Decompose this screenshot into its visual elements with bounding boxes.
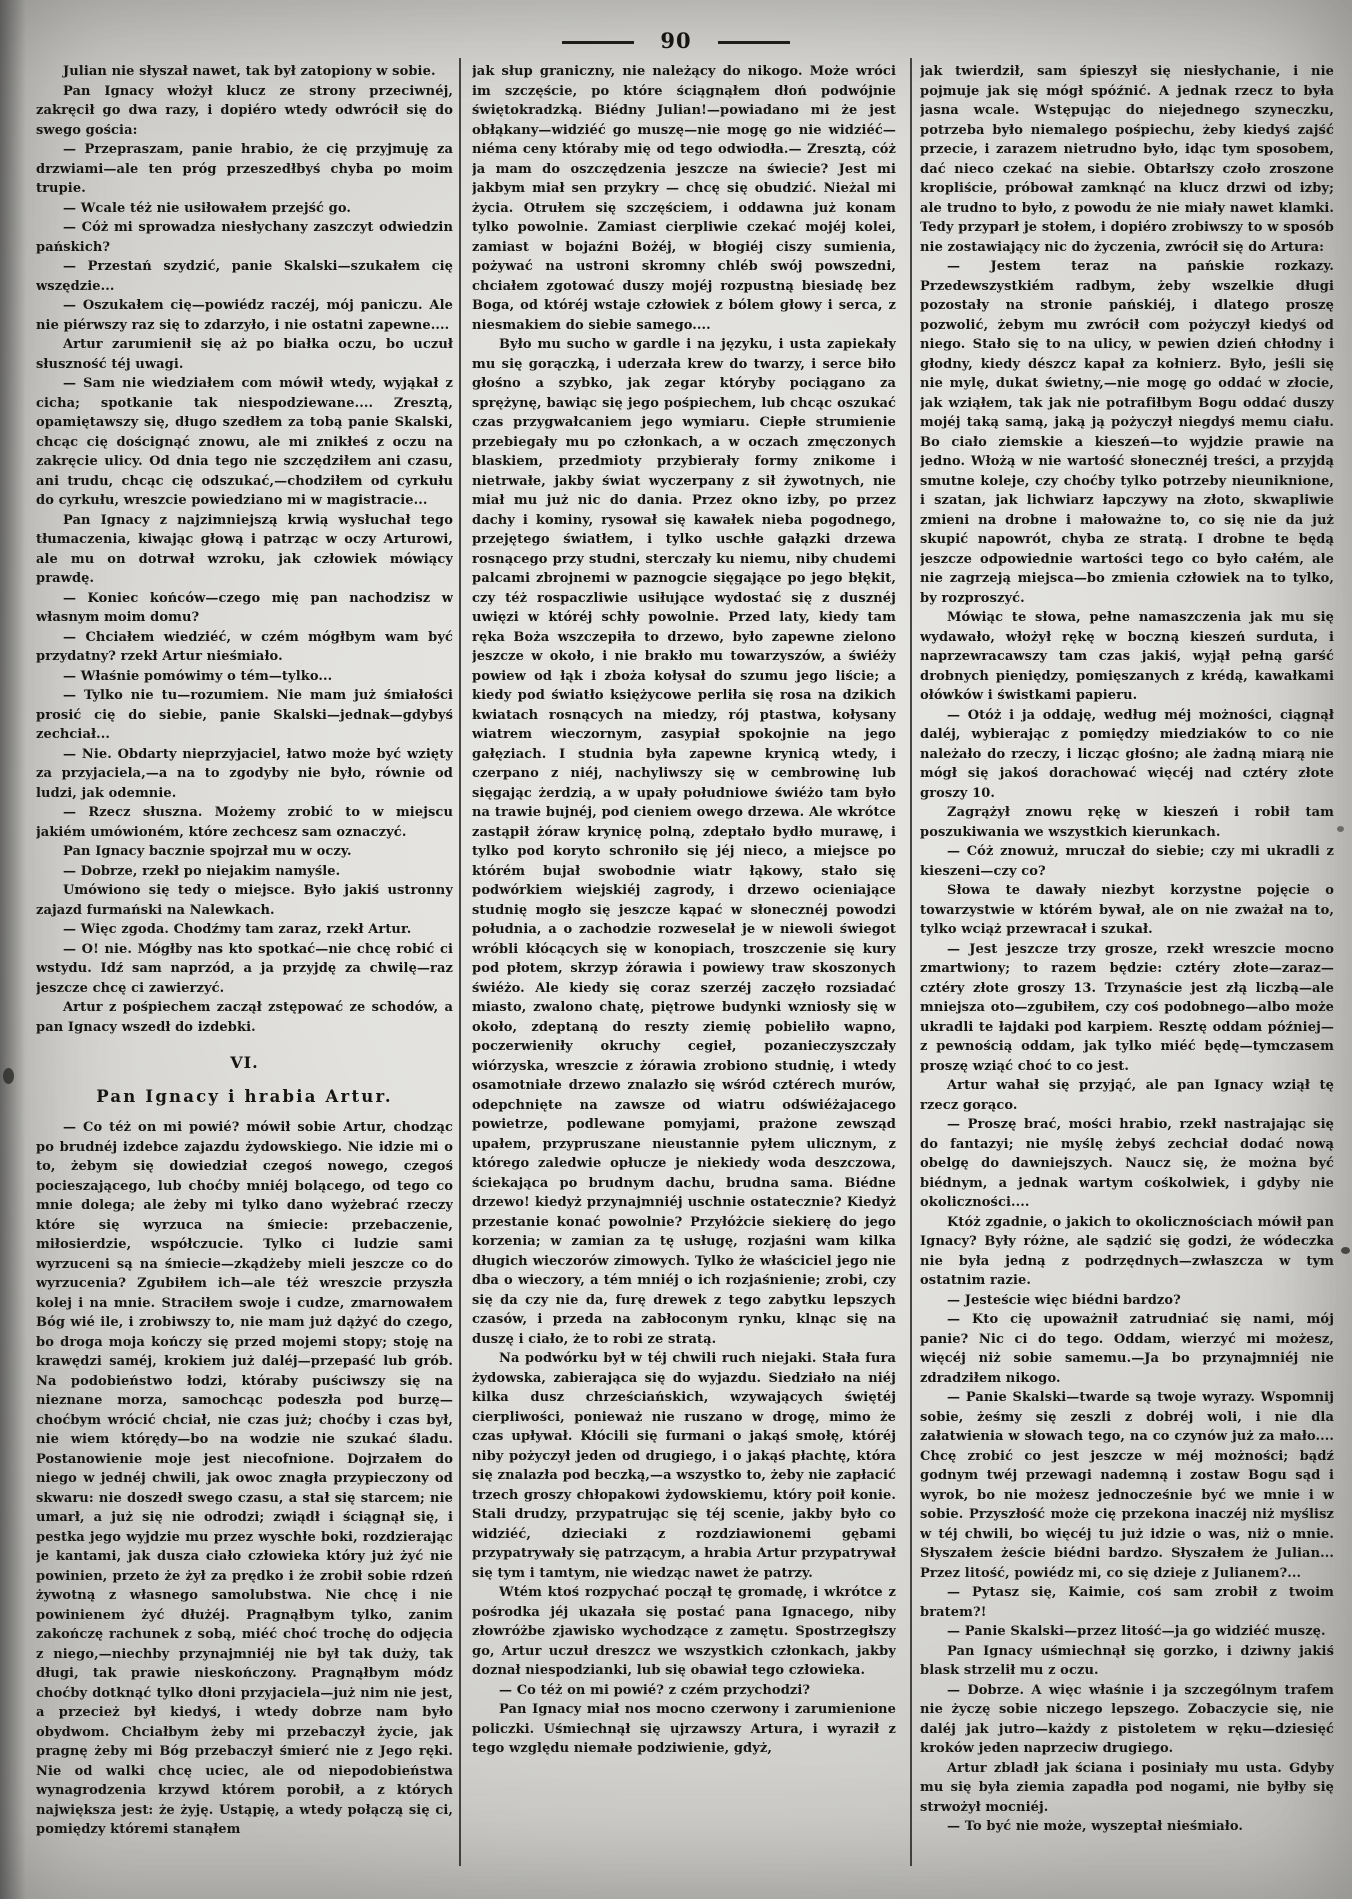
paragraph: Wtém ktoś rozpychać począł tę gromadę, i wkrótce z pośrodka jéj ukazała się postać pana Ignacego, niby złowróżbe zjawisko wychodzące z zamętu. Spostrzegłszy go, Artur uczuł dreszcz we wszystkich członkach, jakby doznał niespodzianki, lub się obawiał tego człowieka. bbox=[472, 1585, 896, 1678]
text-column-1 bbox=[36, 62, 453, 1874]
page-header bbox=[0, 28, 1352, 53]
paragraph: — Kto cię upoważnił zatrudniać się nami, mój panie? Nic ci do tego. Oddam, wierzyć mi możesz, więcéj niż sobie samemu.—Ja bo przynajmniéj nie zdradziłem nikogo. bbox=[920, 1312, 1334, 1386]
paragraph: — Co téż on mi powié? mówił sobie Artur, chodząc po brudnéj izdebce zajazdu żydowskiego. Nie idzie mi o to, żebym się dowiedział czegoś nowego, czegoś pocieszającego, lub choćby mniéj bolącego, od tego co mnie dolega; ale żeby mi tylko dano wyżebrać rzeczy które się wyrzuca na śmiecie: przebaczenie, miłosierdzie, współczucie. Tylko ci ludzie sami wyrzuceni są na śmiecie—zkądżeby mieli jeszcze co do wyrzucenia? Zgubiłem ich—ale téż wreszcie przyszła kolej i na mnie. Straciłem swoje i cudze, zmarnowałem Bóg wié ile, i zrobiwszy to, nie mam już dążyć do czego, bo droga moja kończy się przed mojemi stopy; stoję na krawędzi saméj, krokiem już daléj—przepaść lub grób. Na podobieństwo łodzi, któraby puściwszy się na nieznane morza, samochcąc podeszła pod burzę—choćbym wrócić chciał, nie czas już; choćby i czas był, nie wiem którędy—bo na wodzie nie szukać śladu. Postanowienie moje jest niecofnione. Dojrzałem do niego w jednéj chwili, jak owoc znagła przypieczony od skwaru: nie doszedł swego czasu, a stał się starcem; nie umarł, a już się nie odrodzi; zwiądł i ściągnął się, i pestka jego wyjdzie mu przez wyschłe boki, rozdzierając je kantami, jak dusza ciało człowieka który już żyć nie powinien, przeto że żył za prędko i że zrobił sobie rdzeń żywotną z własnego samolubstwa. Nie chcę i nie powinienem żyć dłużéj. Pragnąłbym tylko, zanim zakończę rachunek z sobą, miéć choć trochę do odjęcia z niego,—niechby przynajmniéj nie był tak duży, tak długi, tak prawie nieskończony. Pragnąłbym módz choćby dotknąć tylko dłoni przyjaciela—już nim nie jest, a przecież był kiedyś, i wtedy dobrze nam było obydwom. Chciałbym żeby mi przebaczył życie, jak pragnę żeby mi Bóg przebaczył śmierć nie z Jego ręki. Nie od walki chcę uciec, ale od niepodobieństwa wynagrodzenia krzywd którem porobił, a z których największa jest: że żyję. Ustąpię, a wtedy połączą się ci, pomiędzy któremi stanąłem bbox=[36, 1120, 453, 1837]
paragraph: Artur zbladł jak ściana i posiniały mu usta. Gdyby mu się była ziemia zapadła pod nogami, nie byłby się strwożył mocniéj. bbox=[920, 1760, 1334, 1815]
paragraph: — Dobrze. A więc właśnie i ja szczególnym trafem nie życzę sobie niczego lepszego. Zobaczycie się, nie daléj jak jutro—każdy z pistoletem w ręku—dziesięć kroków jeden naprzeciw drugiego. bbox=[920, 1682, 1334, 1756]
paragraph: Artur zarumienił się aż po białka oczu, bo uczuł słuszność téj uwagi. bbox=[36, 337, 453, 372]
paragraph: — Rzecz słuszna. Możemy zrobić to w miejscu jakiém umówioném, które zechcesz sam oznaczyć. bbox=[36, 805, 453, 840]
text-column-2 bbox=[472, 62, 896, 1874]
paragraph: Pan Ignacy miał nos mocno czerwony i zarumienione policzki. Uśmiechnął się ujrzawszy Artura, i wyraził z tego względu niemałe podziwienie, gdyż, bbox=[472, 1702, 896, 1756]
page-number: 90 bbox=[660, 28, 692, 53]
paragraph: Pan Ignacy z najzimniejszą krwią wysłuchał tego tłumaczenia, kiwając głową i patrząc w oczy Arturowi, ale mu on dotrwał wzroku, jak człowiek mówiący prawdę. bbox=[36, 512, 453, 586]
page-edge-shadow bbox=[0, 0, 26, 1899]
ink-speck bbox=[1337, 826, 1344, 832]
header-dash-left bbox=[562, 41, 634, 44]
paragraph: Julian nie słyszał nawet, tak był zatopiony w sobie. bbox=[63, 64, 436, 79]
column-divider-rule bbox=[910, 58, 912, 1866]
paragraph: — Oszukałem cię—powiédz raczéj, mój paniczu. Ale nie piérwszy raz się to zdarzyło, i nie ostatni zapewne.... bbox=[36, 298, 453, 333]
paragraph: — Sam nie wiedziałem com mówił wtedy, wyjąkał z cicha; spotkanie tak niespodziewane.... Zresztą, opamiętawszy się, długo szedłem za tobą panie Skalski, chcąc cię doścignąć znowu, ale mi znikłeś z oczu na zakręcie ulicy. Od dnia tego nie szczędziłem ani czasu, ani trudu, chcąc cię odszukać,—chodziłem od cyrkułu do cyrkułu, wreszcie powiedziano mi w magistracie... bbox=[36, 376, 453, 508]
paragraph: — Panie Skalski—przez litość—ja go widziéć muszę. bbox=[947, 1624, 1326, 1639]
paragraph: — Nie. Obdarty nieprzyjaciel, łatwo może być wzięty za przyjaciela,—a na to zgodyby nie było, równie od ludzi, jak odemnie. bbox=[36, 746, 453, 801]
paragraph: — Cóż znowuż, mruczał do siebie; czy mi ukradli z kieszeni—czy co? bbox=[920, 844, 1334, 879]
paragraph: — Dobrze, rzekł po niejakim namyśle. bbox=[63, 863, 341, 879]
paragraph: — Jest jeszcze trzy grosze, rzekł wreszcie mocno zmartwiony; to razem będzie: cztéry złote—zaraz—cztéry złote groszy 13. Trzynaście jest złą liczbą—ale mniejsza oto—zgubiłem, czy coś podobnego—albo może ukradli te łajdaki pod karpiem. Resztę oddam później—z pewnością oddam, jak tylko miéć będę—tymczasem proszę wziąć choć to co jest. bbox=[920, 941, 1334, 1074]
chapter-heading bbox=[36, 1053, 453, 1106]
paragraph: Artur z pośpiechem zaczął zstępować ze schodów, a pan Ignacy wszedł do izdebki. bbox=[36, 1000, 453, 1035]
paragraph: Któż zgadnie, o jakich to okolicznościach mówił pan Ignacy? Były różne, ale sądzić się godzi, że wódeczka nie była jedną z podrzędnych—zwłaszcza w tym ostatnim razie. bbox=[920, 1214, 1334, 1288]
paragraph: — Więc zgoda. Chodźmy tam zaraz, rzekł Artur. bbox=[63, 922, 412, 937]
paragraph: Zagrążył znowu rękę w kieszeń i robił tam poszukiwania we wszystkich kierunkach. bbox=[920, 805, 1334, 840]
paragraph: Umówiono się tedy o miejsce. Było jakiś ustronny zajazd furmański na Nalewkach. bbox=[36, 883, 453, 918]
ink-speck bbox=[3, 1068, 14, 1084]
paragraph: — Chciałem wiedziéć, w czém mógłbym wam być przydatny? rzekł Artur nieśmiało. bbox=[36, 629, 453, 664]
paragraph: — Panie Skalski—twarde są twoje wyrazy. Wspomnij sobie, żeśmy się zeszli z dobréj woli, i nie dla załatwienia w słowach tego, na co czynów już za mało.... Chcę zrobić co jest jeszcze w méj możności; bądź godnym twéj przewagi nademną i zostaw Bogu sąd i wyrok, bo nie możesz jednocześnie być we mnie i w sobie. Przyszłość może cię przekona inaczéj niż myślisz w téj chwili, bo więcéj tu już idzie o was, niż o mnie. Słyszałem żeście biédni bardzo. Słyszałem że Julian... Przez litość, powiédz mi, co się dzieje z Julianem?... bbox=[920, 1390, 1334, 1581]
paragraph: — Pytasz się, Kaimie, coś sam zrobił z twoim bratem?! bbox=[920, 1585, 1334, 1620]
column-1-bottom-paragraphs bbox=[36, 1118, 453, 1840]
paragraph: Pan Ignacy bacznie spojrzał mu w oczy. bbox=[63, 844, 352, 859]
paragraph: — Właśnie pomówimy o tém—tylko... bbox=[63, 668, 333, 684]
paragraph: — Przestań szydzić, panie Skalski—szukałem cię wszędzie... bbox=[36, 259, 453, 294]
paragraph: — Jesteście więc biédni bardzo? bbox=[947, 1292, 1181, 1308]
ink-speck bbox=[1341, 1247, 1350, 1254]
paragraph: jak słup graniczny, nie należący do nikogo. Może wróci im szczęście, po które ściągnąłem dłoń podwójnie świętokradzką. Biédny Julian!—powiadano mi że jest obłąkany—widziéć go muszę—nie mogę go nie widziéć—niéma ceny któraby mię od tego odwiodła.— Zresztą, cóż ja mam do oszczędzenia jeszcze na świecie? Jest mi jakbym miał sen przykry — chcę się obudzić. Nieżal mi życia. Otrułem się szczęściem, i oddawna już konam tylko powolnie. Zamiast cierpliwie czekać mojéj kolei, zamiast w bojaźni Bożéj, w błogiéj ciszy sumienia, pożywać na ustroni skromny chléb swój powszedni, chciałem zgotować duszy mojéj rozpustną biesiadę bez Boga, od któréj wstaje człowiek z bólem głowy i serca, z niesmakiem do siebie samego.... bbox=[472, 64, 896, 333]
column-divider-rule bbox=[459, 58, 461, 1866]
header-dash-right bbox=[718, 41, 790, 44]
paragraph: — Proszę brać, mości hrabio, rzekł nastrajając się do fantazyi; nie myślę żebyś zechciał dodać nową obelgę do dawniejszych. Naucz się, że można być biédnym, a jednak wartym cośkolwiek, i gdyby nie okoliczności.... bbox=[920, 1117, 1334, 1210]
paragraph: — Koniec końców—czego mię pan nachodzisz w własnym moim domu? bbox=[36, 590, 453, 625]
paragraph: — Przepraszam, panie hrabio, że cię przyjmuję za drzwiami—ale ten próg przeszedłbyś chyba po moim trupie. bbox=[36, 142, 453, 196]
paragraph: — O! nie. Mógłby nas kto spotkać—nie chcę robić ci wstydu. Idź sam naprzód, a ja przyjdę za chwilę—raz jeszcze chcę ci zawierzyć. bbox=[36, 941, 453, 996]
paragraph: — Wcale téż nie usiłowałem przejść go. bbox=[63, 200, 352, 216]
paragraph: Mówiąc te słowa, pełne namaszczenia jak mu się wydawało, włożył rękę w boczną kieszeń surduta, i naprzewracawszy tam czas jakiś, wyjął pełną garść drobnych pieniędzy, pomięszanych z krédą, kawałkami ołówków i świstkami papieru. bbox=[920, 610, 1334, 703]
paragraph: — Co téż on mi powié? z czém przychodzi? bbox=[499, 1682, 811, 1698]
paragraph: Artur wahał się przyjąć, ale pan Ignacy wziął tę rzecz gorąco. bbox=[920, 1078, 1334, 1113]
paragraph: Słowa te dawały niezbyt korzystne pojęcie o towarzystwie w którém bywał, ale on nie zważał na to, tylko wciąż przewracał i szukał. bbox=[920, 883, 1334, 937]
paragraph: Pan Ignacy włożył klucz ze strony przeciwnéj, zakręcił go dwa razy, i dopiéro wtedy odwrócił się do swego gościa: bbox=[36, 83, 453, 138]
paragraph: Na podwórku był w téj chwili ruch niejaki. Stała fura żydowska, zabierająca się do wyjazdu. Siedziało na niéj kilka dusz chrześciańskich, wzywających świętéj cierpliwości, ponieważ nie ruszano w drogę, mimo że czas upływał. Kłócili się furmani o jakąś smołę, któréj niby pożyczył jeden od drugiego, i o jakąś płachtę, która się znalazła pod beczką,—a wszystko to, żeby nie zapłacić trzech groszy chłopakowi żydowskiemu, który poił konie. Stali drudzy, przypatrując się téj scenie, jakby było co widziéć, dzieciaki z rozdziawionemi gębami przypatrywały się patrzącym, a hrabia Artur przypatrywał się tym i tamtym, nie wiedząc nawet że patrzy. bbox=[472, 1351, 896, 1581]
paragraph: — To być nie może, wyszeptał nieśmiało. bbox=[947, 1819, 1244, 1834]
paragraph: jak twierdził, sam śpieszył się niesłychanie, i nie pojmuje jak się mógł spóźnić. A jednak rzecz to była jasna wcale. Wstępując do niejednego szyneczku, potrzeba było niemalego pośpiechu, żeby kiedyś zajść przecie, i zarazem nietrudno było, idąc tym sposobem, dać nieco czekać na siebie. Obtarłszy czoło zroszone kropliście, próbował zamknąć na klucz drzwi od izby; ale trudno to było, z powodu że nie miały nawet klamki. Tedy przyparł je stołem, i dopiéro zrobiwszy to w sposób nie zostawiający nic do życzenia, zwrócił się do Artura: bbox=[920, 64, 1334, 255]
paragraph: Pan Ignacy uśmiechnął się gorzko, i dziwny jakiś blask strzelił mu z oczu. bbox=[920, 1643, 1334, 1678]
paragraph: — Jestem teraz na pańskie rozkazy. Przedewszystkiém radbym, żeby wszelkie długi pozostały na stronie pańskiéj, i dlatego proszę pozwolić, żebym mu zwrócił com pożyczył kiedyś od niego. Stało się to na ulicy, w pewien dzień chłodny i głodny, kiedy dészcz kapał za kołnierz. Było, jeśli się nie mylę, dukat świetny,—nie mogę go oddać w złocie, jak wziąłem, tak jak nie potrafiłbym Bogu oddać duszy mojéj taką samą, jaką ją pożyczył niegdyś memu ciału. Bo ciało ziemskie a kieszeń—to wyjdzie prawie na jedno. Włożą w nie wartość słonecznéj treści, a przyjdą smutne koleje, czy choćby tylko potrzeby nieuniknione, i szatan, jak lichwiarz łapczywy na złoto, skwapliwie zmieni na drobne i małoważne to, co się nie da już skupić napowrót, chyba ze stratą. I drobne te będą jeszcze odpowiednie wartości tego co było całém, ale nie zagrzeją miejsca—bo zmienia człowiek na to tylko, by rozproszyć. bbox=[920, 259, 1334, 606]
text-column-3 bbox=[920, 62, 1334, 1874]
paragraph: — Tylko nie tu—rozumiem. Nie mam już śmiałości prosić cię do siebie, panie Skalski—jednak—gdybyś zechciał... bbox=[36, 688, 453, 742]
chapter-numeral: VI. bbox=[230, 1053, 259, 1072]
chapter-title: Pan Ignacy i hrabia Artur. bbox=[96, 1086, 393, 1106]
column-1-top-paragraphs bbox=[36, 62, 453, 1037]
paragraph: Było mu sucho w gardle i na języku, i usta zapiekały mu się gorączką, i uderzała krew do twarzy, i serce biło głośno a szybko, jak zegar któryby pociągano za sprężynę, bawiąc się jego pośpiechem, lub chcąc oszukać czas przygwałcaniem jego wymiaru. Ciepłe strumienie przebiegały mu po członkach, a w oczach zmęczonych blaskiem, przedmioty przybierały formy znikome i nietrwałe, jakby świat wyczerpany z sił żywotnych, nie miał mu już nic do dania. Przez okno izby, po przez dachy i kominy, rysował się kawałek nieba pogodnego, przejętego światłem, i tylko uschłe gałązki drzewa rosnącego przy studni, sterczały ku niemu, niby chudemi palcami zbrojnemi w paznogcie sięgające po jego błękit, czy téż rospaczliwie usiłujące wydostać się z dusznéj uwięzi w któréj schły powolnie. Przed laty, kiedy tam ręka Boża wszczepiła to drzewo, było zapewne zielono jeszcze w około, i nie brakło mu towarzyszów, a świéży powiew od łąk i zboża kołysał do szumu jego liście; a kiedy pod światło księżycowe perliła się rosa na dzikich kwiatach rosnących na miedzy, rój ptastwa, kołysany wiatrem wieczornym, zasypiał spokojnie na jego gałęziach. I studnia była zapewne krynicą wtedy, i czerpano z niéj, nachyliwszy się w cembrowinę lub sięgając żerdzią, a w upały południowe świéżo tam było na trawie bujnéj, pod cieniem owego drzewa. Ale wkrótce zastąpił żóraw krynicę polną, zdeptało bydło murawę, i tylko pod koryto schroniło się jéj nieco, a miejsce po którém bujał swobodnie wiatr łąkowy, stało się podwórkiem wiejskiéj zagrody, i drzewo ocieniające studnię mogło się jeszcze kąpać w słonecznéj powodzi południa, a o zachodzie rozweselał je w niewoli świegot wróbli kłócących się w konopiach, troszczenie się kury pod płotem, skrzyp żórawia i powiewy traw skoszonych świéżo. Ale kiedy się coraz szerzéj zaczęło rozsiadać miasto, zwalono chatę, piętrowe budynki wzniosły się w około, zdeptaną do reszty ziemię pobieliło wapno, poczerwieniły okruchy cegieł, pozanieczyszczały wiórzyska, wreszcie z żórawia zrobiono studnię, i wtedy osamotniałe drzewo znalazło się wśród cztérech murów, odepchnięte na zawsze od wiatru odświéżajacego powietrze, podlewane pomyjami, prażone zewsząd upałem, przypruszane nieustannie pyłem ulicznym, z którego zaledwie opłucze je niekiedy woda deszczowa, ściekająca po brudnym dachu, brudna sama. Biédne drzewo! kiedyż przynajmniéj uschnie ostatecznie? Kiedyż przestanie konać powolnie? Przyłóżcie siekierę do jego korzenia; w zamian za tę usługę, rozjaśni wam kilka długich wieczorów zimowych. Tylko że właściciel jego nie dba o wieczory, a tém mniéj o ich rozjaśnienie; zrobi, czy się da czy nie da, furę drewek z tego zabytku lepszych czasów, i przeda na zabłoconym rynku, klnąc się na duszę i ciało, że to robi ze stratą. bbox=[472, 337, 896, 1347]
paragraph: — Otóż i ja oddaję, według méj możności, ciągnął daléj, wybierając z pomiędzy miedziaków to co nie należało do rzeczy, i licząc głośno; ale żadną miarą nie mógł się jakoś dorachować więcéj nad cztéry złote groszy 10. bbox=[920, 707, 1334, 801]
paragraph: — Cóż mi sprowadza niesłychany zaszczyt odwiedzin pańskich? bbox=[36, 220, 453, 255]
